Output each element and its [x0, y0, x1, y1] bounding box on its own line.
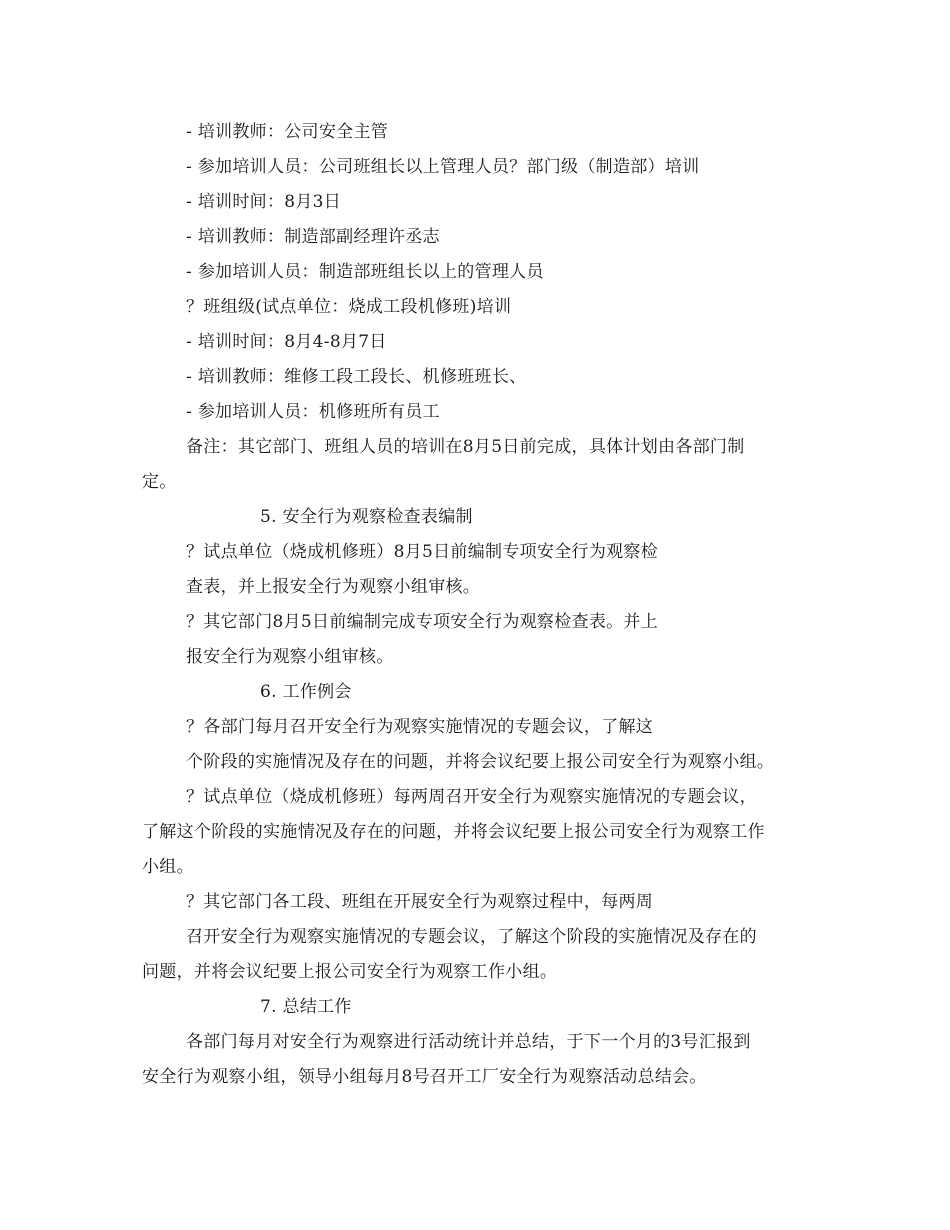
text-line: 召开安全行为观察实施情况的专题会议，了解这个阶段的实施情况及存在的: [186, 927, 757, 947]
text-line: - 培训教师：公司安全主管: [186, 122, 389, 142]
section-heading: 7. 总结工作: [260, 997, 352, 1017]
section-heading: 6. 工作例会: [260, 682, 352, 702]
text-line: - 培训时间：8月3日: [186, 192, 342, 212]
text-line: - 参加培训人员：制造部班组长以上的管理人员: [186, 262, 544, 282]
text-line: 个阶段的实施情况及存在的问题，并将会议纪要上报公司安全行为观察小组。: [186, 752, 775, 772]
text-line: 了解这个阶段的实施情况及存在的问题，并将会议纪要上报公司安全行为观察工作: [142, 822, 765, 842]
text-line: - 参加培训人员：机修班所有员工: [186, 402, 440, 422]
text-line: - 培训时间：8月4-8月7日: [186, 332, 387, 352]
text-line: - 培训教师：维修工段工段长、机修班班长、: [186, 367, 527, 387]
text-line: ？试点单位（烧成机修班）每两周召开安全行为观察实施情况的专题会议，: [186, 787, 757, 807]
text-line: - 培训教师：制造部副经理许丞志: [186, 227, 440, 247]
text-line: 备注：其它部门、班组人员的培训在8月5日前完成，具体计划由各部门制: [186, 437, 745, 457]
text-line: ？各部门每月召开安全行为观察实施情况的专题会议，了解这: [186, 717, 654, 737]
text-line: 小组。: [142, 857, 194, 877]
text-line: ？试点单位（烧成机修班）8月5日前编制专项安全行为观察检: [186, 542, 659, 562]
section-heading: 5. 安全行为观察检查表编制: [260, 507, 473, 527]
text-line: ？其它部门8月5日前编制完成专项安全行为观察检查表。并上: [186, 612, 659, 632]
text-line: 报安全行为观察小组审核。: [186, 647, 394, 667]
text-line: 问题，并将会议纪要上报公司安全行为观察工作小组。: [142, 962, 558, 982]
text-line: ？其它部门各工段、班组在开展安全行为观察过程中，每两周: [186, 892, 654, 912]
text-line: 安全行为观察小组，领导小组每月8号召开工厂安全行为观察活动总结会。: [142, 1067, 707, 1087]
text-line: 定。: [142, 472, 177, 492]
text-line: - 参加培训人员：公司班组长以上管理人员？部门级（制造部）培训: [186, 157, 700, 177]
text-line: ？班组级(试点单位：烧成工段机修班)培训: [186, 297, 512, 317]
text-line: 查表，并上报安全行为观察小组审核。: [186, 577, 481, 597]
text-line: 各部门每月对安全行为观察进行活动统计并总结，于下一个月的3号汇报到: [186, 1032, 751, 1052]
